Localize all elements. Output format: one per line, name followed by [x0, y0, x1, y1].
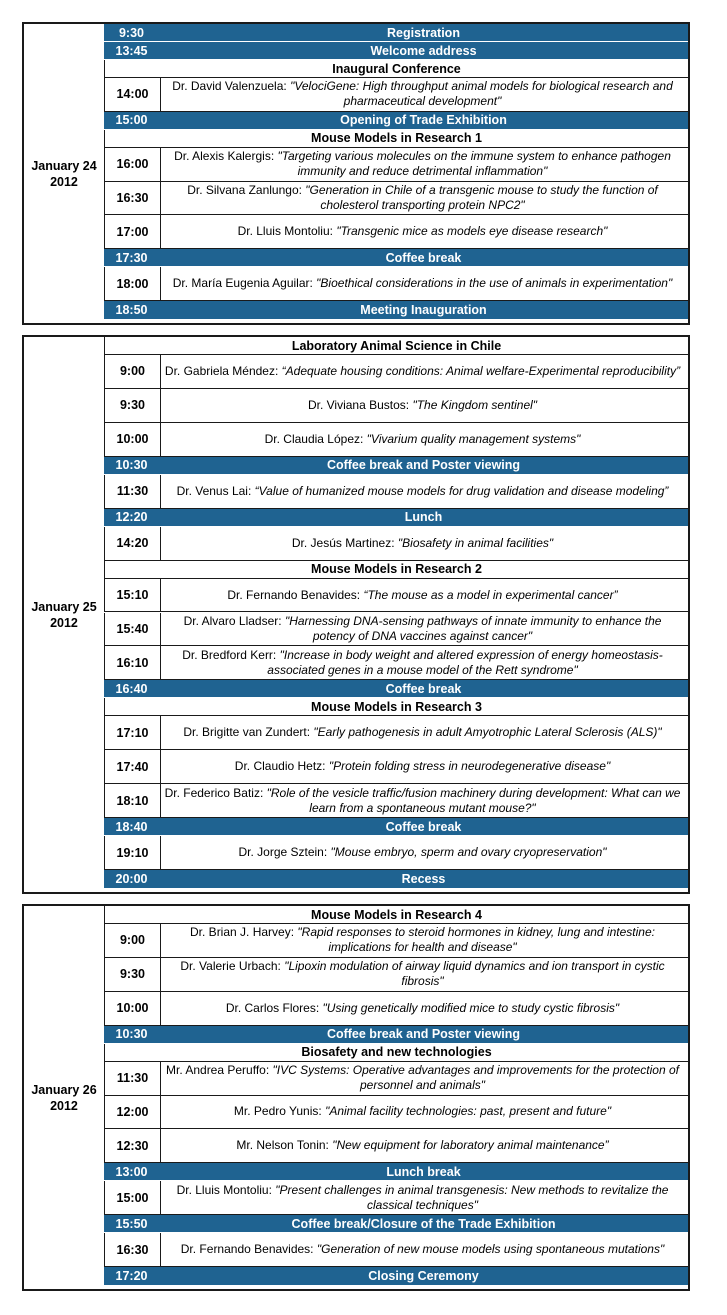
speaker-name: Dr. Venus Lai: — [176, 483, 255, 498]
talk-description — [161, 1233, 684, 1266]
row-time: 17:40 — [105, 750, 161, 783]
row-label: Welcome address — [370, 43, 477, 58]
talk-title: "New equipment for laboratory animal maintenance” — [332, 1138, 609, 1153]
break-row — [104, 457, 688, 475]
talk-row — [104, 355, 688, 389]
row-time: 18:40 — [115, 819, 148, 834]
talk-description — [161, 148, 684, 181]
talk-title: "Mouse embryo, sperm and ovary cryopreservation" — [330, 845, 607, 860]
speaker-name: Dr. Jesús Martinez: — [291, 535, 398, 550]
schedule-rows — [104, 24, 688, 323]
speaker-name: Mr. Pedro Yunis: — [233, 1104, 326, 1119]
row-time: 12:00 — [105, 1096, 161, 1129]
speaker-name: Dr. Fernando Benavides: — [227, 587, 364, 602]
break-row — [104, 1163, 688, 1181]
speaker-name: Dr. Carlos Flores: — [225, 1000, 323, 1015]
speaker-name: Dr. Claudio Hetz: — [234, 759, 329, 774]
row-time: 9:30 — [105, 958, 161, 991]
talk-row — [104, 924, 688, 958]
day-label — [24, 906, 104, 1289]
day-date: January 25 — [31, 599, 97, 614]
speaker-name: Dr. Federico Batiz: — [164, 785, 267, 800]
speaker-name: Dr. Lluis Montoliu: — [237, 224, 337, 239]
day-year: 2012 — [50, 1098, 78, 1113]
row-time: 11:30 — [105, 1062, 161, 1095]
talk-description — [161, 992, 684, 1025]
talk-row — [104, 613, 688, 647]
day-date: January 24 — [31, 158, 97, 173]
talk-row — [104, 527, 688, 561]
row-time: 9:00 — [105, 355, 161, 388]
row-label: Coffee break/Closure of the Trade Exhibition — [291, 1216, 556, 1231]
row-time: 16:00 — [105, 148, 161, 181]
talk-row — [104, 750, 688, 784]
talk-description — [161, 836, 684, 869]
section-header: Mouse Models in Research 3 — [104, 698, 688, 716]
row-time: 9:00 — [105, 924, 161, 957]
section-header: Inaugural Conference — [104, 60, 688, 78]
talk-row — [104, 148, 688, 182]
speaker-name: Dr. Brigitte van Zundert: — [183, 725, 314, 740]
row-time: 10:30 — [115, 1027, 148, 1042]
break-row — [104, 24, 688, 42]
row-time: 12:30 — [105, 1129, 161, 1162]
talk-title: "Protein folding stress in neurodegenerative disease" — [328, 759, 611, 774]
row-time: 20:00 — [115, 872, 148, 886]
row-time: 16:10 — [105, 646, 161, 679]
row-label: Closing Ceremony — [368, 1269, 479, 1283]
row-time: 13:45 — [115, 43, 148, 58]
talk-description — [161, 716, 684, 749]
section-header: Biosafety and new technologies — [104, 1044, 688, 1062]
schedule-rows — [104, 337, 688, 892]
speaker-name: Dr. Valerie Urbach: — [180, 959, 285, 974]
section-header: Laboratory Animal Science in Chile — [104, 337, 688, 355]
talk-description — [161, 267, 684, 300]
row-time: 17:10 — [105, 716, 161, 749]
talk-title: "Present challenges in animal transgenesis: New methods to revitalize the classical techniques" — [275, 1182, 669, 1212]
row-time: 17:20 — [115, 1269, 148, 1283]
break-row — [104, 1026, 688, 1044]
break-row — [104, 1267, 688, 1285]
row-label: Meeting Inauguration — [360, 303, 487, 317]
day-block-jan-26 — [22, 904, 690, 1291]
talk-row — [104, 1181, 688, 1215]
row-label: Lunch — [404, 510, 443, 525]
talk-description — [161, 355, 684, 388]
break-row — [104, 112, 688, 130]
row-time: 15:00 — [115, 113, 148, 128]
talk-row — [104, 215, 688, 249]
talk-description — [161, 215, 684, 248]
talk-row — [104, 475, 688, 509]
talk-row — [104, 958, 688, 992]
day-label — [24, 24, 104, 323]
row-label: Registration — [387, 25, 460, 40]
row-time: 17:30 — [115, 250, 148, 265]
talk-title: "Harnessing DNA-sensing pathways of innate immunity to enhance the potency of DNA vaccines against cancer" — [284, 613, 662, 643]
talk-description — [161, 527, 684, 560]
speaker-name: Dr. Viviana Bustos: — [307, 397, 413, 412]
row-label: Lunch break — [386, 1164, 461, 1179]
row-time: 17:00 — [105, 215, 161, 248]
talk-title: "Generation in Chile of a transgenic mouse to study the function of cholesterol transporting protein NPC2" — [305, 182, 658, 212]
talk-description — [161, 646, 684, 679]
section-header: Mouse Models in Research 1 — [104, 130, 688, 148]
talk-title: "Using genetically modified mice to study cystic fibrosis" — [322, 1000, 620, 1015]
talk-title: “Adequate housing conditions: Animal welfare-Experimental reproducibility” — [281, 363, 681, 378]
speaker-name: Dr. Jorge Sztein: — [238, 845, 331, 860]
talk-description — [161, 958, 684, 991]
row-time: 19:10 — [105, 836, 161, 869]
row-time: 16:30 — [105, 182, 161, 215]
talk-description — [161, 924, 684, 957]
talk-description — [161, 78, 684, 111]
talk-title: "Vivarium quality management systems" — [366, 431, 581, 446]
talk-row — [104, 182, 688, 216]
row-time: 15:50 — [115, 1216, 148, 1231]
talk-title: "The Kingdom sentinel" — [412, 397, 538, 412]
row-time: 18:50 — [115, 303, 148, 317]
row-time: 9:30 — [118, 25, 145, 40]
row-time: 13:00 — [115, 1164, 148, 1179]
day-block-jan-24 — [22, 22, 690, 325]
talk-row — [104, 1233, 688, 1267]
speaker-name: Mr. Andrea Peruffo: — [166, 1063, 273, 1078]
talk-title: "Biosafety in animal facilities" — [397, 535, 554, 550]
speaker-name: Dr. Alexis Kalergis: — [174, 149, 278, 164]
row-time: 10:00 — [105, 992, 161, 1025]
speaker-name: Dr. Brian J. Harvey: — [190, 925, 298, 940]
talk-title: "Transgenic mice as models eye disease research" — [336, 224, 608, 239]
talk-title: "Generation of new mouse models using spontaneous mutations" — [316, 1242, 665, 1257]
break-row — [104, 249, 688, 267]
talk-description — [161, 750, 684, 783]
day-label — [24, 337, 104, 892]
talk-description — [161, 1181, 684, 1214]
row-label: Coffee break — [385, 681, 462, 696]
talk-title: “Value of humanized mouse models for drug validation and disease modeling” — [254, 483, 669, 498]
break-row — [104, 301, 688, 319]
break-row — [104, 818, 688, 836]
talk-description — [161, 613, 684, 646]
speaker-name: Dr. María Eugenia Aguilar: — [172, 276, 317, 291]
talk-title: “The mouse as a model in experimental cancer” — [363, 587, 618, 602]
talk-title: "Rapid responses to steroid hormones in kidney, lung and intestine: implications for health and disease" — [297, 925, 655, 955]
talk-description — [161, 1096, 684, 1129]
day-year: 2012 — [50, 615, 78, 630]
row-label: Coffee break and Poster viewing — [326, 1027, 521, 1042]
talk-row — [104, 423, 688, 457]
talk-row — [104, 579, 688, 613]
schedule-rows — [104, 906, 688, 1289]
talk-description — [161, 182, 684, 215]
talk-description — [161, 1129, 684, 1162]
row-time: 14:00 — [105, 78, 161, 111]
speaker-name: Mr. Nelson Tonin: — [236, 1138, 333, 1153]
speaker-name: Dr. Bredford Kerr: — [182, 647, 280, 662]
talk-row — [104, 646, 688, 680]
speaker-name: Dr. David Valenzuela: — [172, 79, 291, 94]
row-label: Recess — [401, 872, 446, 886]
speaker-name: Dr. Fernando Benavides: — [180, 1242, 317, 1257]
talk-title: "VelociGene: High throughput animal models for biological research and pharmaceutical development" — [290, 79, 673, 109]
talk-title: "Role of the vesicle traffic/fusion machinery during development: What can we learn from a spontaneous mutant mouse?" — [266, 785, 681, 815]
break-row — [104, 870, 688, 888]
talk-title: "IVC Systems: Operative advantages and improvements for the protection of personnel and animals" — [272, 1063, 679, 1093]
speaker-name: Dr. Alvaro Lladser: — [183, 613, 285, 628]
row-time: 15:00 — [105, 1181, 161, 1214]
talk-row — [104, 1129, 688, 1163]
row-time: 10:30 — [115, 458, 148, 473]
talk-title: "Early pathogenesis in adult Amyotrophic Lateral Sclerosis (ALS)" — [313, 725, 662, 740]
row-time: 18:10 — [105, 784, 161, 817]
speaker-name: Dr. Silvana Zanlungo: — [187, 182, 306, 197]
talk-title: "Lipoxin modulation of airway liquid dynamics and ion transport in cystic fibrosis" — [284, 959, 665, 989]
row-label: Opening of Trade Exhibition — [340, 113, 507, 128]
row-time: 16:30 — [105, 1233, 161, 1266]
talk-row — [104, 389, 688, 423]
section-header: Mouse Models in Research 2 — [104, 561, 688, 579]
row-label: Coffee break and Poster viewing — [326, 458, 521, 473]
talk-description — [161, 579, 684, 612]
row-label: Coffee break — [385, 250, 462, 265]
row-time: 14:20 — [105, 527, 161, 560]
talk-row — [104, 1062, 688, 1096]
break-row — [104, 1215, 688, 1233]
break-row — [104, 680, 688, 698]
talk-description — [161, 423, 684, 456]
talk-title: "Animal facility technologies: past, present and future" — [325, 1104, 612, 1119]
talk-description — [161, 1062, 684, 1095]
talk-description — [161, 784, 684, 817]
speaker-name: Dr. Lluis Montoliu: — [176, 1182, 276, 1197]
row-label: Coffee break — [385, 819, 462, 834]
talk-row — [104, 716, 688, 750]
talk-description — [161, 389, 684, 422]
talk-row — [104, 1096, 688, 1130]
day-year: 2012 — [50, 174, 78, 189]
talk-row — [104, 267, 688, 301]
talk-title: "Targeting various molecules on the immune system to enhance pathogen immunity and reduce detrimental inflammation" — [277, 149, 671, 179]
section-header: Mouse Models in Research 4 — [104, 906, 688, 924]
speaker-name: Dr. Claudia López: — [264, 431, 367, 446]
talk-row — [104, 836, 688, 870]
day-block-jan-25 — [22, 335, 690, 894]
row-time: 15:40 — [105, 613, 161, 646]
day-date: January 26 — [31, 1082, 97, 1097]
row-time: 11:30 — [105, 475, 161, 508]
talk-row — [104, 784, 688, 818]
row-time: 18:00 — [105, 267, 161, 300]
break-row — [104, 509, 688, 527]
row-time: 10:00 — [105, 423, 161, 456]
talk-title: "Increase in body weight and altered expression of energy homeostasis-associated genes in a mouse model of the Rett syndrome" — [267, 647, 663, 677]
row-time: 15:10 — [105, 579, 161, 612]
talk-description — [161, 475, 684, 508]
speaker-name: Dr. Gabriela Méndez: — [164, 363, 282, 378]
talk-row — [104, 78, 688, 112]
row-time: 9:30 — [105, 389, 161, 422]
talk-title: "Bioethical considerations in the use of animals in experimentation" — [316, 276, 673, 291]
row-time: 12:20 — [115, 510, 148, 525]
break-row — [104, 42, 688, 60]
talk-row — [104, 992, 688, 1026]
row-time: 16:40 — [115, 681, 148, 696]
